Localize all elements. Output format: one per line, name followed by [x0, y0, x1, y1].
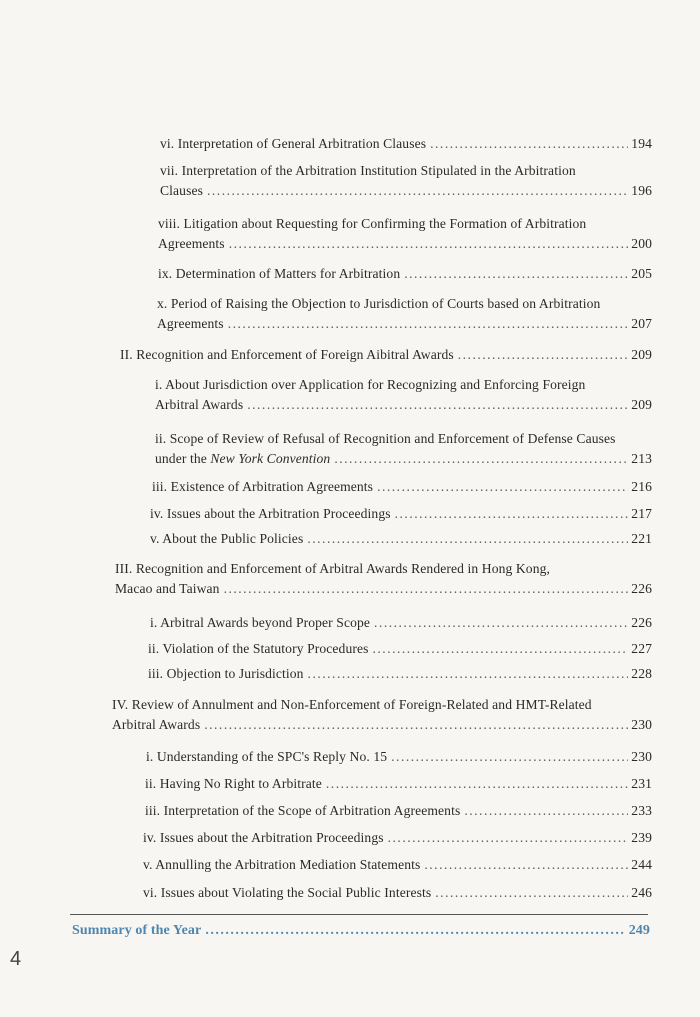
leader-dots: [377, 478, 628, 495]
toc-entry-page: 227: [631, 641, 652, 656]
toc-entry-title-italic: New York Convention: [210, 451, 331, 466]
leader-dots: [228, 315, 629, 332]
toc-entry-title: vi. Issues about Violating the Social Public Interests: [143, 885, 432, 900]
toc-entry-page: 228: [631, 666, 652, 681]
toc-entry-title: i. Arbitral Awards beyond Proper Scope: [150, 615, 371, 630]
toc-entry: [148, 665, 652, 682]
toc-entry-page: 246: [631, 885, 652, 900]
toc-entry-page: 221: [631, 531, 652, 546]
toc-entry-title: iii. Existence of Arbitration Agreements: [152, 479, 374, 494]
toc-entry-title: iii. Interpretation of the Scope of Arbitration Agreements: [145, 803, 461, 818]
toc-entry-page: 207: [631, 316, 652, 331]
leader-dots: [229, 235, 629, 252]
toc-entry: [157, 295, 652, 332]
toc-entry: [145, 802, 652, 819]
toc-entry-page: 209: [631, 397, 652, 412]
page-number: 4: [10, 948, 22, 970]
toc-entry-title-line1: ii. Scope of Review of Refusal of Recognition and Enforcement of Defense Causes: [155, 431, 616, 446]
leader-dots: [205, 922, 625, 939]
leader-dots: [224, 580, 629, 597]
leader-dots: [424, 856, 628, 873]
toc-entry-page: 205: [631, 266, 652, 281]
toc-entry: [150, 614, 652, 631]
toc-entry: [150, 530, 652, 547]
toc-entry-page: 216: [631, 479, 652, 494]
toc-entry: [143, 856, 652, 873]
toc-entry: [150, 505, 652, 522]
leader-dots: [334, 450, 628, 467]
toc-entry: [143, 829, 652, 846]
toc-entry-title-line1: vii. Interpretation of the Arbitration Institution Stipulated in the Arbitration: [160, 163, 576, 178]
toc-entry: [115, 560, 652, 597]
toc-summary-entry: [72, 922, 650, 939]
leader-dots: [308, 665, 629, 682]
toc-entry: [152, 478, 652, 495]
leader-dots: [430, 135, 628, 152]
toc-entry-page: 200: [631, 236, 652, 251]
toc-entry-title: iv. Issues about the Arbitration Proceedings: [143, 830, 384, 845]
toc-entry-page: 217: [631, 506, 652, 521]
toc-entry-title-line1: IV. Review of Annulment and Non-Enforcement of Foreign-Related and HMT-Related: [112, 697, 592, 712]
section-divider: [70, 914, 648, 915]
toc-entry-page: 226: [631, 581, 652, 596]
toc-entry-title: under the: [155, 451, 207, 466]
toc-entry-title: Agreements: [158, 236, 225, 251]
toc-entry-title: II. Recognition and Enforcement of Foreign Aibitral Awards: [120, 347, 454, 362]
toc-entry-title: ix. Determination of Matters for Arbitration: [158, 266, 401, 281]
toc-entry: [143, 884, 652, 901]
toc-entry: [120, 346, 652, 363]
leader-dots: [204, 716, 628, 733]
leader-dots: [388, 829, 629, 846]
toc-entry-title: i. Understanding of the SPC's Reply No. 15: [146, 749, 388, 764]
leader-dots: [464, 802, 628, 819]
toc-entry-title: iii. Objection to Jurisdiction: [148, 666, 304, 681]
toc-summary-title: Summary of the Year: [72, 923, 202, 938]
leader-dots: [326, 775, 628, 792]
toc-entry-page: 213: [631, 451, 652, 466]
toc-entry: [148, 640, 652, 657]
toc-entry: [155, 376, 652, 413]
leader-dots: [374, 614, 628, 631]
toc-entry-title: v. About the Public Policies: [150, 531, 304, 546]
toc-entry: [158, 265, 652, 282]
leader-dots: [307, 530, 628, 547]
toc-summary-page: 249: [628, 923, 650, 938]
toc-entry-title: Agreements: [157, 316, 224, 331]
leader-dots: [458, 346, 629, 363]
toc-entry-title: Arbitral Awards: [155, 397, 244, 412]
toc-entry-title: vi. Interpretation of General Arbitration Clauses: [160, 136, 427, 151]
toc-entry-title: Macao and Taiwan: [115, 581, 220, 596]
toc-entry-title-line1: i. About Jurisdiction over Application for Recognizing and Enforcing Foreign: [155, 377, 586, 392]
toc-entry-page: 231: [631, 776, 652, 791]
toc-entry-title-line1: x. Period of Raising the Objection to Jurisdiction of Courts based on Arbitration: [157, 296, 601, 311]
toc-entry-title-line1: viii. Litigation about Requesting for Confirming the Formation of Arbitration: [158, 216, 587, 231]
toc-entry: [112, 696, 652, 733]
toc-entry: [158, 215, 652, 252]
toc-entry: [146, 748, 652, 765]
leader-dots: [435, 884, 628, 901]
toc-entry-title: v. Annulling the Arbitration Mediation Statements: [143, 857, 421, 872]
toc-entry-page: 196: [631, 183, 652, 198]
leader-dots: [247, 396, 628, 413]
toc-entry: [155, 430, 652, 467]
toc-entry: [160, 162, 652, 199]
leader-dots: [391, 748, 628, 765]
toc-entry-title-line1: III. Recognition and Enforcement of Arbitral Awards Rendered in Hong Kong,: [115, 561, 550, 576]
toc-entry-title: Clauses: [160, 183, 203, 198]
leader-dots: [373, 640, 629, 657]
leader-dots: [207, 182, 628, 199]
toc-entry-title: Arbitral Awards: [112, 717, 201, 732]
leader-dots: [404, 265, 628, 282]
toc-entry-page: 244: [631, 857, 652, 872]
toc-entry-page: 230: [631, 717, 652, 732]
toc-entry-page: 230: [631, 749, 652, 764]
leader-dots: [395, 505, 629, 522]
toc-entry-page: 239: [631, 830, 652, 845]
toc-entry-page: 226: [631, 615, 652, 630]
toc-entry: [160, 135, 652, 152]
toc-entry: [145, 775, 652, 792]
toc-entry-title: iv. Issues about the Arbitration Proceedings: [150, 506, 391, 521]
toc-entry-title: ii. Violation of the Statutory Procedures: [148, 641, 369, 656]
toc-entry-page: 233: [631, 803, 652, 818]
toc-entry-page: 194: [631, 136, 652, 151]
toc-entry-title: ii. Having No Right to Arbitrate: [145, 776, 322, 791]
toc-entry-page: 209: [631, 347, 652, 362]
